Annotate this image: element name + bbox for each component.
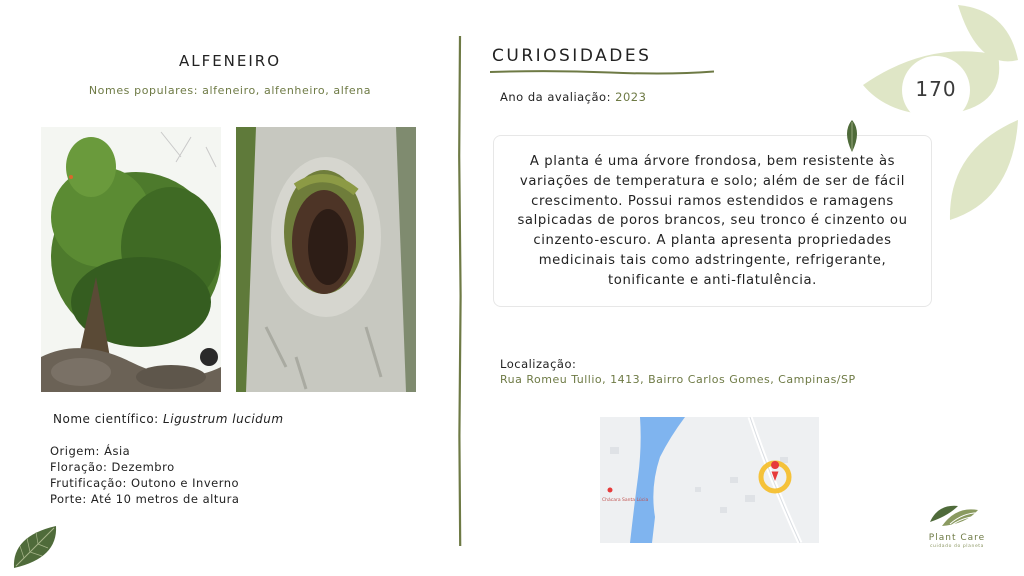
leaf-decoration <box>858 0 1024 230</box>
popular-names: Nomes populares: alfeneiro, alfenheiro, alfena <box>88 84 372 97</box>
description-text: A planta é uma árvore frondosa, bem resistente às variações de temperatura e solo; além de ser de fácil crescimento. Possui ramos estendidos e ramagens salpicadas de poros brancos, seu tronco é cinzento ou cinzento-escuro. A planta apresenta propriedades medicinais tais como adstringente, refrigerante, tonificante e anti-flatulência. <box>517 154 908 288</box>
scientific-name <box>53 412 284 426</box>
plant-care-logo-icon <box>928 502 984 530</box>
fact-fruiting: Frutificação: Outono e Inverno <box>50 476 240 490</box>
location-map[interactable] <box>600 417 819 543</box>
title-underline <box>490 68 714 76</box>
small-leaf-icon <box>840 118 864 154</box>
corner-leaf-icon <box>10 522 60 572</box>
fact-origin: Origem: Ásia <box>50 444 131 458</box>
logo-tagline: cuidado do planeta <box>929 544 985 549</box>
curiosities-title: CURIOSIDADES <box>492 46 652 66</box>
evaluation-year <box>500 90 646 104</box>
tree-number-badge: 170 <box>915 77 957 101</box>
scientific-name-label: Nome científico: <box>53 412 159 426</box>
location-label: Localização: <box>500 357 577 371</box>
column-divider <box>455 36 465 546</box>
tree-photo <box>41 127 221 392</box>
fact-flowering: Floração: Dezembro <box>50 460 175 474</box>
trunk-photo <box>236 127 416 392</box>
place-marker-icon <box>608 488 613 493</box>
fact-size: Porte: Até 10 metros de altura <box>50 492 240 506</box>
location-address: Rua Romeu Tullio, 1413, Bairro Carlos Gomes, Campinas/SP <box>500 373 856 386</box>
evaluation-year-label: Ano da avaliação: <box>500 90 611 104</box>
plant-name: ALFENEIRO <box>178 52 282 70</box>
evaluation-year-value: 2023 <box>615 90 647 104</box>
map-place-label: Chácara Santa Lúcia <box>602 498 649 503</box>
scientific-name-value: Ligustrum lucidum <box>163 412 284 426</box>
logo-name: Plant Care <box>928 533 986 543</box>
